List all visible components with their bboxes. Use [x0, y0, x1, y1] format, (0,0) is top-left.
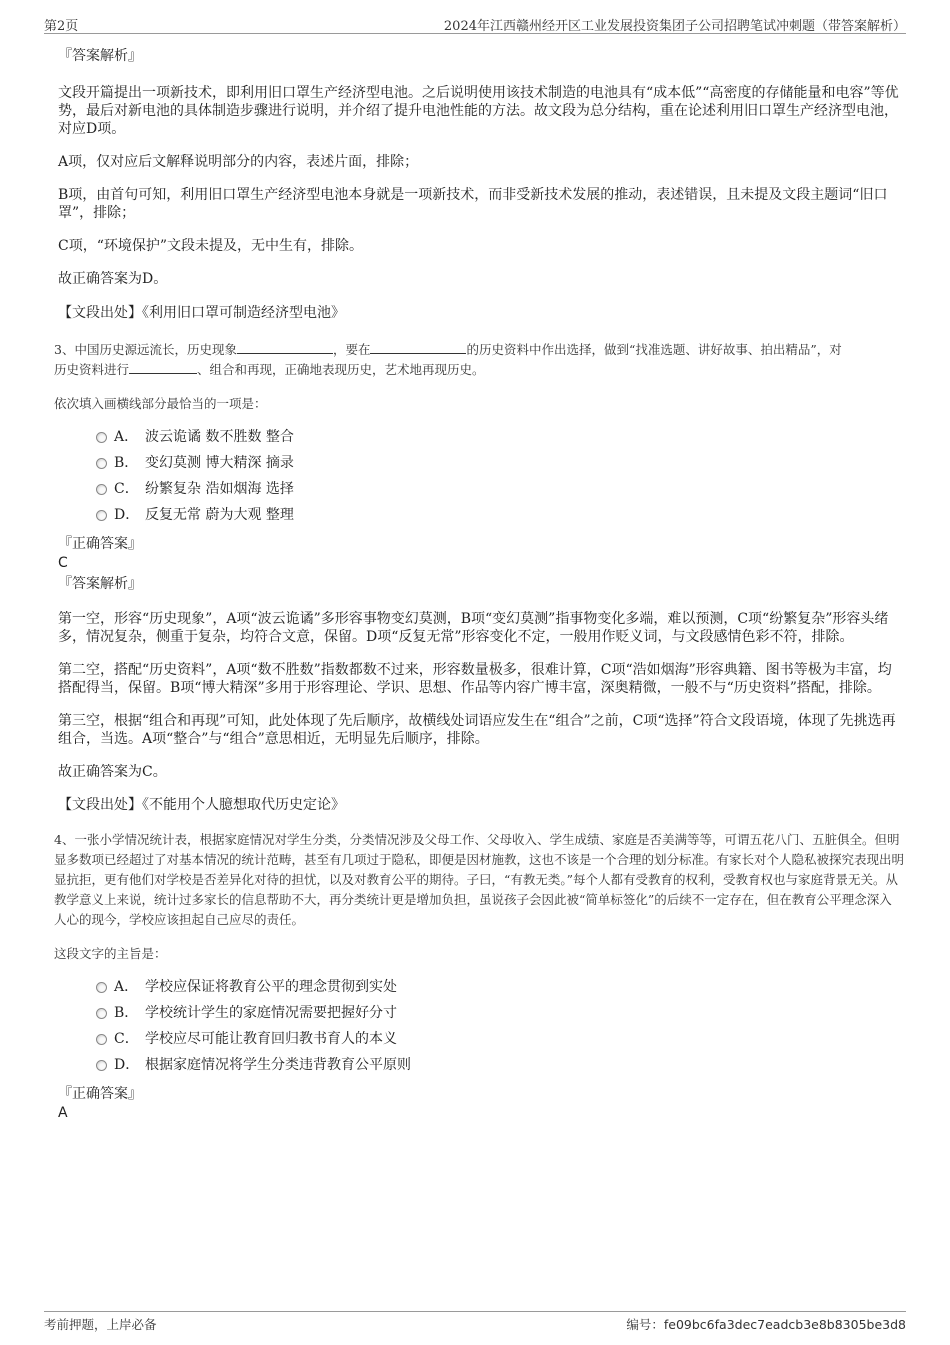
- option-letter: B．: [114, 455, 139, 471]
- q3-option-b[interactable]: [96, 450, 904, 476]
- option-letter: D．: [114, 1057, 140, 1073]
- radio-icon[interactable]: [96, 432, 107, 443]
- q3-blank-3: [129, 360, 197, 374]
- q2-analysis-p2: A项，仅对应后文解释说明部分的内容，表述片面，排除；: [58, 154, 419, 170]
- q4-correct-label: 『正确答案』: [58, 1086, 142, 1102]
- q3-prompt: 依次填入画横线部分最恰当的一项是：: [54, 396, 267, 411]
- q2-analysis-p1: 文段开篇提出一项新技术，即利用旧口罩生产经济型电池。之后说明使用该技术制造的电池具有“成本低”“高密度的存储能量和电容”等优势，最后对新电池的具体制造步骤进行说明，并介绍了提升电池性能的方法。故文段为总分结构，重在论述利用旧口罩生产经济型电池，对应D项。: [58, 85, 899, 137]
- q4-option-c[interactable]: [96, 1026, 904, 1052]
- option-text: 纷繁复杂 浩如烟海 选择: [145, 481, 294, 497]
- q3-correct-answer: C: [58, 555, 68, 571]
- document-title: 2024年江西赣州经开区工业发展投资集团子公司招聘笔试冲刺题（带答案解析）: [443, 19, 906, 34]
- option-text: 根据家庭情况将学生分类违背教育公平原则: [145, 1057, 411, 1073]
- q4-stem: 4、一张小学情况统计表，根据家庭情况对学生分类，分类情况涉及父母工作、父母收入、学生成绩、家庭是否美满等等，可谓五花八门、五脏俱全。但明显多数项已经超过了对基本情况的统计范畴，甚至有几项过于隐私，即便是因材施教，这也不该是一个合理的划分标准。有家长对个人隐私被探究表现出明显抗拒，更有他们对学校是否差异化对待的担忧，以及对教育公平的期待。子曰，“有教无类。”每个人都有受教育的权利，受教育权也与家庭背景无关。从教学意义上来说，统计过多家长的信息帮助不大，再分类统计更是增加负担，虽说孩子会因此被“简单标签化”的后续不一定存在，但在教育公平理念深入人心的现今，学校应该担起自己应尽的责任。: [54, 832, 905, 927]
- option-letter: B．: [114, 1005, 139, 1021]
- radio-icon[interactable]: [96, 1060, 107, 1071]
- option-letter: C．: [114, 481, 139, 497]
- q2-analysis-p3: B项，由首句可知，利用旧口罩生产经济型电池本身就是一项新技术，而非受新技术发展的推动，表述错误，且未提及文段主题词“旧口罩”，排除；: [58, 187, 888, 221]
- page-footer: [44, 1311, 906, 1335]
- content: [54, 40, 905, 1122]
- option-text: 学校应尽可能让教育回归教书育人的本义: [145, 1031, 397, 1047]
- q3-analysis-p3: 第三空，根据“组合和再现”可知，此处体现了先后顺序，故横线处词语应发生在“组合”之前，C项“选择”符合文段语境，体现了先挑选再组合，当选。A项“整合”与“组合”意思相近，无明显先后顺序，排除。: [58, 713, 896, 747]
- q3-stem-part: 历史资料进行: [54, 362, 130, 377]
- q3-analysis-p2: 第二空，搭配“历史资料”，A项“数不胜数”指数都数不过来，形容数量极多，很难计算，C项“浩如烟海”形容典籍、图书等极为丰富，均搭配得当，保留。B项“博大精深”多用于形容理论、学识、思想、作品等内容广博丰富，深奥精微，一般不与“历史资料”搭配，排除。: [58, 662, 892, 696]
- option-text: 变幻莫测 博大精深 摘录: [145, 455, 294, 471]
- q3-blank-2: [370, 340, 466, 354]
- q4-options: [96, 974, 904, 1078]
- footer-code: [626, 1315, 906, 1333]
- option-letter: C．: [114, 1031, 139, 1047]
- radio-icon[interactable]: [96, 1008, 107, 1019]
- footer-slogan: 考前押题，上岸必备: [44, 1317, 157, 1332]
- q2-analysis-p4: C项，“环境保护”文段未提及，无中生有，排除。: [58, 238, 364, 254]
- q2-analysis-p5: 故正确答案为D。: [58, 271, 168, 287]
- option-text: 波云诡谲 数不胜数 整合: [145, 429, 294, 445]
- q3-stem-part: 3、中国历史源远流长，历史现象: [54, 342, 237, 357]
- q3-source: 【文段出处】《不能用个人臆想取代历史定论》: [58, 797, 345, 813]
- q2-source: 【文段出处】《利用旧口罩可制造经济型电池》: [58, 305, 345, 321]
- q3-correct-label: 『正确答案』: [58, 536, 142, 552]
- q3-option-c[interactable]: [96, 476, 904, 502]
- q3-stem: [54, 340, 904, 380]
- footer-code-value: fe09bc6fa3dec7eadcb3e8b8305be3d8: [663, 1317, 906, 1332]
- radio-icon[interactable]: [96, 510, 107, 521]
- radio-icon[interactable]: [96, 982, 107, 993]
- radio-icon[interactable]: [96, 1034, 107, 1045]
- option-letter: A．: [114, 979, 139, 995]
- option-letter: D．: [114, 507, 140, 523]
- radio-icon[interactable]: [96, 458, 107, 469]
- q4-option-a[interactable]: [96, 974, 904, 1000]
- q3-stem-part: 、组合和再现，正确地表现历史，艺术地再现历史。: [197, 362, 485, 377]
- q2-analysis-label: 『答案解析』: [58, 48, 142, 64]
- q3-option-a[interactable]: [96, 424, 904, 450]
- radio-icon[interactable]: [96, 484, 107, 495]
- q3-analysis-p1: 第一空，形容“历史现象”，A项“波云诡谲”多形容事物变幻莫测，B项“变幻莫测”指事物变化多端，难以预测，C项“纷繁复杂”形容头绪多，情况复杂，侧重于复杂，均符合文意，保留。D项“反复无常”形容变化不定，一般用作贬义词，与文段感情色彩不符，排除。: [58, 611, 889, 645]
- q3-option-d[interactable]: [96, 502, 904, 528]
- q3-blank-1: [237, 340, 333, 354]
- q3-stem-part: ，要在: [332, 342, 371, 357]
- q4-option-d[interactable]: [96, 1052, 904, 1078]
- option-text: 学校应保证将教育公平的理念贯彻到实处: [145, 979, 397, 995]
- q3-analysis-p4: 故正确答案为C。: [58, 764, 167, 780]
- footer-code-label: 编号：: [626, 1317, 664, 1332]
- page-header: [44, 14, 906, 34]
- q3-options: [96, 424, 904, 528]
- option-text: 反复无常 蔚为大观 整理: [145, 507, 294, 523]
- option-text: 学校统计学生的家庭情况需要把握好分寸: [145, 1005, 397, 1021]
- option-letter: A．: [114, 429, 139, 445]
- q3-analysis-label: 『答案解析』: [58, 576, 142, 592]
- q4-option-b[interactable]: [96, 1000, 904, 1026]
- q4-correct-answer: A: [58, 1105, 68, 1121]
- page-number: 第2页: [44, 19, 79, 34]
- q4-prompt: 这段文字的主旨是：: [54, 946, 167, 961]
- q3-stem-part: 的历史资料中作出选择，做到“找准选题、讲好故事、拍出精品”，对: [466, 342, 842, 357]
